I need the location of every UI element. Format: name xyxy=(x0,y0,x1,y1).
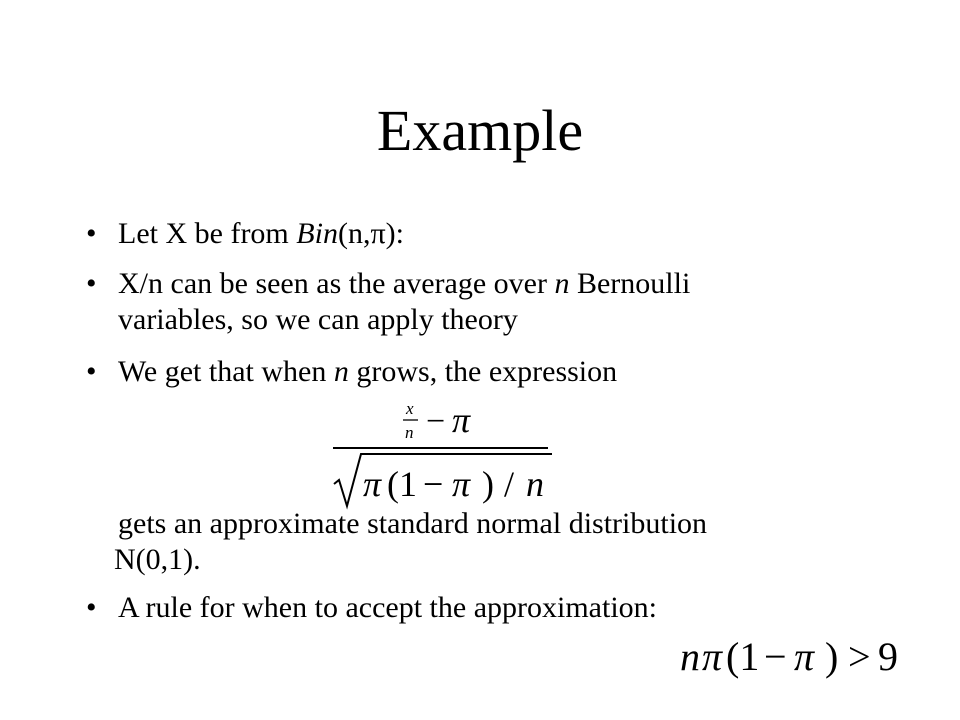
rule-pi-2: π xyxy=(794,634,815,679)
rule-n: n xyxy=(680,634,700,679)
bullet-dot: • xyxy=(86,591,97,624)
rule-minus: − xyxy=(764,634,787,679)
rule-close: ) xyxy=(825,634,839,679)
approximation-rule-formula xyxy=(680,630,910,686)
rule-greater-than: > xyxy=(848,634,871,679)
den-close: ) xyxy=(482,464,494,504)
bullet-2-text: X/n can be seen as the average over n Bernoulli variables, so we can apply theory xyxy=(118,267,691,336)
rule-nine: 9 xyxy=(878,634,898,679)
normalized-proportion-formula xyxy=(330,398,560,510)
bullet-dot: • xyxy=(86,267,97,300)
den-n: n xyxy=(526,464,544,504)
den-pi-2: π xyxy=(452,464,471,504)
pi-symbol: π xyxy=(452,400,471,440)
den-slash: / xyxy=(504,464,515,504)
slide-title: Example xyxy=(376,98,584,163)
minus-sign: − xyxy=(426,403,446,440)
rule-open: (1 xyxy=(726,634,760,679)
bullet-dot: • xyxy=(86,217,97,250)
den-pi: π xyxy=(363,464,382,504)
bullet-4-text: A rule for when to accept the approximation: xyxy=(118,591,657,624)
den-minus: − xyxy=(423,464,444,504)
fraction-n: n xyxy=(405,423,414,442)
rule-pi: π xyxy=(702,634,723,679)
fraction-x: x xyxy=(406,399,414,418)
bullet-dot: • xyxy=(86,355,97,388)
bullet-1-text: Let X be from Bin(n,π): xyxy=(118,217,404,250)
bullet-3-text: We get that when n grows, the expression xyxy=(118,355,618,388)
continuation-text: gets an approximate standard normal distribution N(0,1). xyxy=(114,507,708,576)
den-open: (1 xyxy=(387,464,417,504)
